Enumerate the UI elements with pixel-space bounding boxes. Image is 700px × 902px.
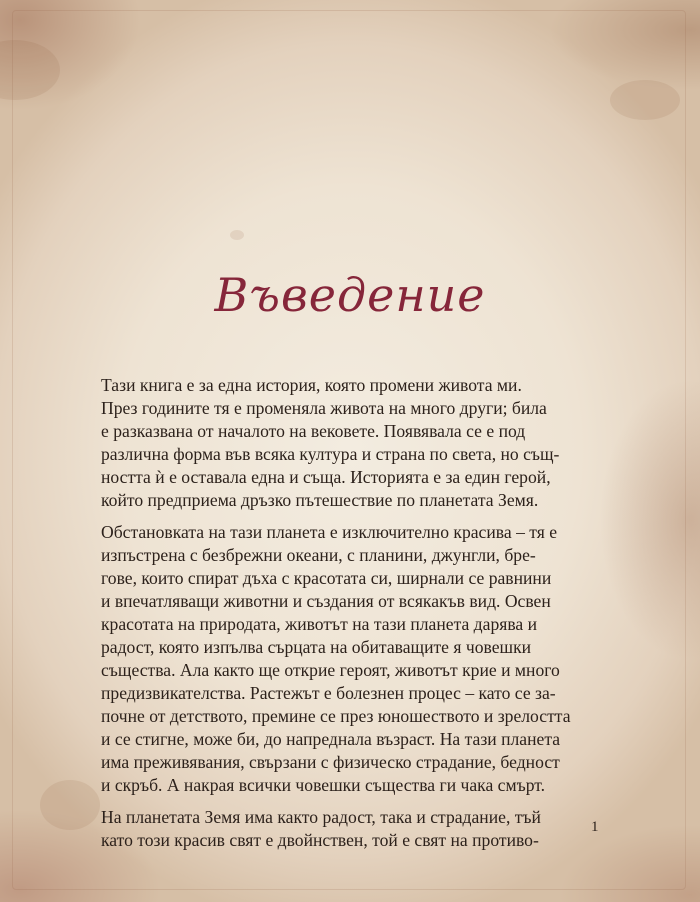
text-line: През годините тя е променяла живота на много други; била (101, 398, 547, 418)
text-line: различна форма във всяка култура и страна по света, но същ- (101, 444, 560, 464)
page-number: 1 (591, 819, 599, 835)
chapter-title: Въведение (214, 268, 486, 322)
paper-stain (610, 80, 680, 120)
paragraph (101, 521, 601, 797)
text-line: почне от детството, премине се през юношеството и зрелостта (101, 706, 571, 726)
text-line: изпъстрена с безбрежни океани, с планини, джунгли, бре- (101, 545, 536, 565)
text-line: гове, които спират дъха с красотата си, ширнали се равнини (101, 568, 552, 588)
text-line: радост, която изпълва сърцата на обитаващите я човешки (101, 637, 532, 657)
paper-stain (0, 40, 60, 100)
text-line: предизвикателства. Растежът е болезнен процес – като се за- (101, 683, 556, 703)
text-line: същества. Ала както ще открие героят, животът крие и много (101, 660, 560, 680)
paper-stain (230, 230, 244, 240)
paragraph (101, 806, 601, 852)
text-line: има преживявания, свързани с физическо страдание, бедност (101, 752, 560, 772)
text-line: ността ѝ е оставала една и съща. Историята е за един герой, (101, 467, 551, 487)
text-line: красотата на природата, животът на тази планета дарява и (101, 614, 538, 634)
text-line: и скръб. А накрая всички човешки същества ги чака смърт. (101, 775, 546, 795)
text-line: На планетата Земя има както радост, така и страдание, тъй (101, 807, 541, 827)
text-line: и се стигне, може би, до напреднала възраст. На тази планета (101, 729, 561, 749)
text-line: е разказвана от началото на вековете. Появявала се е под (101, 421, 526, 441)
text-line: и впечатляващи животни и създания от всякакъв вид. Освен (101, 591, 551, 611)
text-line: който предприема дръзко пътешествие по планетата Земя. (101, 490, 539, 510)
body-text (101, 374, 601, 861)
text-line: Тази книга е за една история, която промени живота ми. (101, 375, 522, 395)
text-line: като този красив свят е двойнствен, той е свят на противо- (101, 830, 539, 850)
paper-stain (40, 780, 100, 830)
paragraph (101, 374, 601, 512)
text-line: Обстановката на тази планета е изключително красива – тя е (101, 522, 558, 542)
